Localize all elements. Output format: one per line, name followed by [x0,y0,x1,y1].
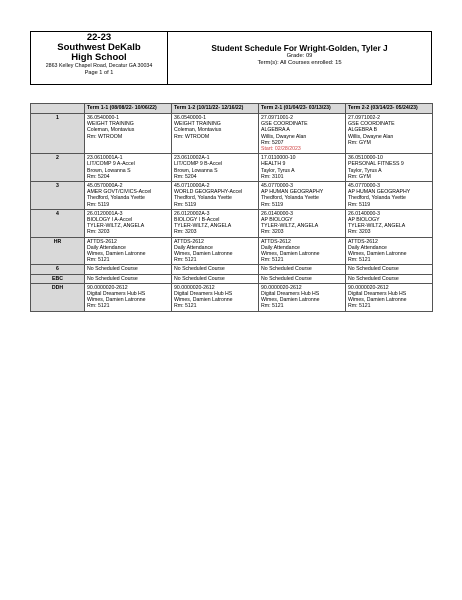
course-line: No Scheduled Course [174,266,225,273]
course-line: Digital Dreamers Hub HS [87,291,146,298]
course-line: ATTDS-2612 [87,238,117,245]
course-line: Rm: 5121 [348,257,371,264]
course-line: Wimes, Damien Latronne [261,251,320,258]
school-info [31,32,168,84]
course-line: Daily Attendance [174,244,213,251]
course-line: Wimes, Damien Latronne [174,297,233,304]
course-line: Brown, Lowanna S [87,167,131,174]
course-line: Rm: WTROOM [174,133,210,140]
course-cell [172,209,259,237]
course-line: GSE COORDINATE [261,121,308,128]
course-line: Rm: GYM [348,139,371,146]
course-line: Rm: 5121 [174,257,197,264]
course-line: Wimes, Damien Latronne [348,251,407,258]
course-cell [259,274,346,283]
schedule-table [30,103,433,312]
course-line: TYLER-WILTZ, ANGELA [174,223,232,230]
course-line: TYLER-WILTZ, ANGELA [348,223,406,230]
course-line: 26.0120002A-3 [174,210,210,217]
course-line: Coleman, Montavius [174,127,222,134]
course-cell [259,237,346,265]
course-line: WEIGHT TRAINING [87,121,134,128]
course-cell [85,265,172,274]
course-cell [172,283,259,311]
course-cell [346,283,433,311]
course-cell [85,237,172,265]
course-cell [85,274,172,283]
course-cell [85,114,172,154]
course-line: ALGEBRA B [348,127,378,134]
period-label: 2 [31,154,85,182]
course-line: ATTDS-2612 [174,238,204,245]
school-name-line2: High School [71,52,127,63]
schedule-body [31,114,433,312]
course-line: Rm: 3101 [261,173,284,180]
course-line: 45.0770000-3 [348,183,381,190]
course-line: Rm: 5207 [261,139,284,146]
course-line: Rm: 5121 [261,257,284,264]
course-line: Digital Dreamers Hub HS [348,291,407,298]
term-header: Term 1-1 (08/08/22- 10/06/22) [85,104,172,114]
course-line: WORLD GEOGRAPHY-Accel [174,189,243,196]
course-line: No Scheduled Course [87,266,138,273]
course-line: 27.0971001-2 [261,115,294,121]
course-line: ALGEBRA A [261,127,290,134]
course-cell [259,154,346,182]
course-cell [172,274,259,283]
course-cell [346,265,433,274]
course-line: AP HUMAN GEOGRAPHY [348,189,411,196]
course-line: 26.0140000-3 [348,210,381,217]
course-cell [346,114,433,154]
course-line: Rm: GYM [348,173,371,180]
course-cell [346,274,433,283]
course-cell [172,114,259,154]
course-line: Daily Attendance [261,244,300,251]
course-start-date: Start: 02/28/2023 [261,146,301,153]
course-line: TYLER-WILTZ, ANGELA [87,223,145,230]
course-line: Thedford, Yolanda Yvette [174,195,232,202]
course-line: Rm: 3203 [87,229,110,236]
schedule-row [31,274,433,283]
course-line: Rm: 5119 [174,201,197,208]
course-cell [346,182,433,210]
course-line: Rm: WTROOM [87,133,123,140]
course-line: Rm: 5121 [87,303,110,310]
course-line: HEALTH 9 [261,161,286,168]
course-cell [172,154,259,182]
course-line: Daily Attendance [348,244,387,251]
schedule-row [31,182,433,210]
course-line: LIT/COMP 9 B-Accel [174,161,223,168]
course-line: TYLER-WILTZ, ANGELA [261,223,319,230]
course-line: AP BIOLOGY [348,217,380,224]
course-line: AP HUMAN GEOGRAPHY [261,189,324,196]
course-line: 90.0000020-2612 [261,284,302,291]
course-line: 23.0610001A-1 [87,155,123,162]
course-line: No Scheduled Course [261,266,312,273]
course-line: WEIGHT TRAINING [174,121,221,128]
course-line: Rm: 5119 [261,201,284,208]
course-line: No Scheduled Course [348,275,399,282]
course-line: 17.0110000-10 [261,155,296,162]
course-line: Rm: 5121 [261,303,284,310]
course-cell [172,265,259,274]
course-line: Taylor, Tyrus A [348,167,382,174]
course-line: Wimes, Damien Latronne [174,251,233,258]
report-header [30,31,432,85]
student-grade: Grade: 09 [286,53,313,59]
course-cell [259,182,346,210]
course-line: Rm: 3203 [348,229,371,236]
header-corner-cell [31,104,85,114]
term-header: Term 2-2 (03/14/23- 05/24/23) [346,104,433,114]
course-line: Rm: 5204 [174,173,197,180]
course-line: 36.0510000-10 [348,155,383,162]
course-line: Rm: 5121 [174,303,197,310]
course-line: 45.0770000-3 [261,183,294,190]
course-line: AP BIOLOGY [261,217,293,224]
course-line: 90.0000020-2612 [174,284,215,291]
course-line: Wimes, Damien Latronne [348,297,407,304]
course-cell [259,114,346,154]
course-line: 26.0140000-3 [261,210,294,217]
course-cell [259,209,346,237]
period-label: 6 [31,265,85,274]
schedule-row [31,114,433,154]
course-line: 90.0000020-2612 [87,284,128,291]
course-line: Wimes, Damien Latronne [87,297,146,304]
course-line: 27.0971002-2 [348,115,381,121]
course-line: 45.0570000A-2 [87,183,123,190]
page-number: Page 1 of 1 [84,70,114,76]
schedule-row [31,265,433,274]
term-header: Term 1-2 (10/11/22- 12/16/22) [172,104,259,114]
course-cell [85,182,172,210]
course-line: 36.0540000-1 [174,115,207,121]
course-line: Taylor, Tyrus A [261,167,295,174]
course-cell [346,209,433,237]
course-line: Wimes, Damien Latronne [87,251,146,258]
course-line: Thedford, Yolanda Yvette [348,195,406,202]
course-line: Rm: 5121 [348,303,371,310]
course-line: Thedford, Yolanda Yvette [261,195,319,202]
course-line: 45.0710000A-2 [174,183,210,190]
course-line: Digital Dreamers Hub HS [261,291,320,298]
period-label: 3 [31,182,85,210]
schedule-row [31,209,433,237]
course-line: Rm: 5121 [87,257,110,264]
course-line: AMER GOVT/CIVICS-Accel [87,189,152,196]
course-line: Rm: 5119 [348,201,371,208]
course-line: PERSONAL FITNESS 9 [348,161,404,168]
course-line: Wimes, Damien Latronne [261,297,320,304]
school-name-line1: Southwest DeKalb [57,42,141,53]
course-line: Coleman, Montavius [87,127,135,134]
student-info [168,32,431,84]
course-cell [259,265,346,274]
course-line: 26.0120001A-3 [87,210,123,217]
course-cell [172,182,259,210]
course-line: ATTDS-2612 [348,238,378,245]
course-cell [259,283,346,311]
course-line: ATTDS-2612 [261,238,291,245]
course-line: Thedford, Yolanda Yvette [87,195,145,202]
course-line: Willis, Dwayne Alan [261,133,307,140]
course-line: GSE COORDINATE [348,121,395,128]
course-line: LIT/COMP 9 A-Accel [87,161,135,168]
school-year: 22-23 [86,32,112,43]
course-line: BIOLOGY I A-Accel [87,217,133,224]
course-line: Rm: 3203 [174,229,197,236]
course-cell [346,154,433,182]
schedule-row [31,283,433,311]
period-label: EBC [31,274,85,283]
schedule-row [31,154,433,182]
page-title: Student Schedule For Wright-Golden, Tyler J [211,43,388,53]
course-cell [172,237,259,265]
course-cell [346,237,433,265]
course-line: No Scheduled Course [87,275,138,282]
course-line: Rm: 5204 [87,173,110,180]
schedule-row [31,237,433,265]
course-line: No Scheduled Course [348,266,399,273]
school-address: 2863 Kelley Chapel Road, Decatur GA 30034 [45,63,153,69]
schedule-header-row [31,104,433,114]
terms-enrolled: Term(s): All Courses enrolled: 15 [257,60,342,66]
course-line: 23.0610002A-1 [174,155,210,162]
course-line: 90.0000020-2612 [348,284,389,291]
course-line: Willis, Dwayne Alan [348,133,394,140]
course-line: Daily Attendance [87,244,126,251]
course-line: BIOLOGY I B-Accel [174,217,220,224]
course-cell [85,283,172,311]
course-line: Brown, Lowanna S [174,167,218,174]
period-label: DDH [31,283,85,311]
period-label: 1 [31,114,85,154]
course-line: Digital Dreamers Hub HS [174,291,233,298]
period-label: 4 [31,209,85,237]
course-line: 36.0540000-1 [87,115,120,121]
course-line: Rm: 3203 [261,229,284,236]
course-cell [85,209,172,237]
course-line: No Scheduled Course [261,275,312,282]
period-label: HR [31,237,85,265]
course-cell [85,154,172,182]
term-header: Term 2-1 (01/04/23- 03/13/23) [259,104,346,114]
course-line: Rm: 5119 [87,201,110,208]
course-line: No Scheduled Course [174,275,225,282]
